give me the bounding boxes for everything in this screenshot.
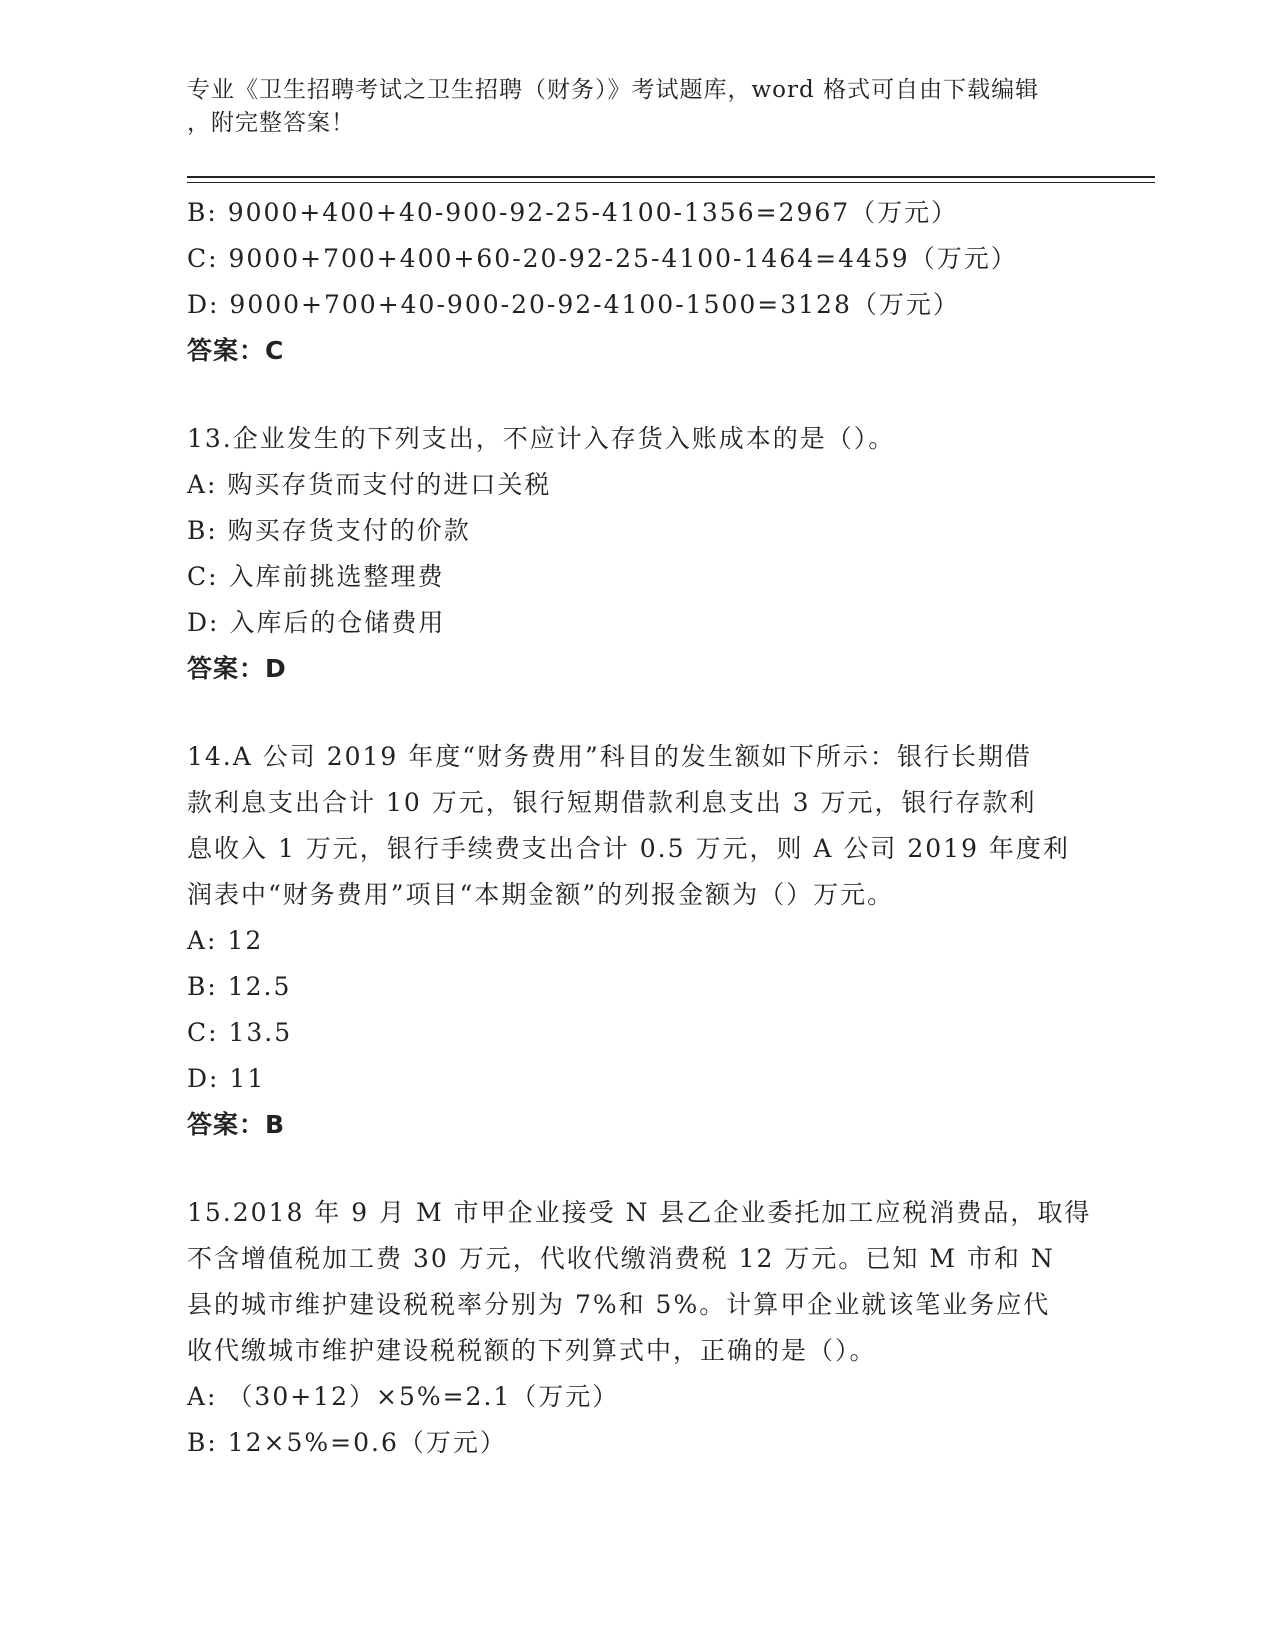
header-rule-thin	[187, 182, 1155, 183]
question-13	[187, 416, 1087, 692]
document-header	[187, 74, 1067, 140]
spacer	[187, 692, 1087, 734]
q14-option-a: A: 12	[187, 926, 264, 955]
q12-answer: 答案：C	[187, 336, 285, 365]
q15-option-b: B: 12×5%=0.6（万元）	[187, 1428, 507, 1457]
q14-stem-line-2: 款利息支出合计 10 万元，银行短期借款利息支出 3 万元，银行存款利	[187, 788, 1037, 817]
q13-option-d: D: 入库后的仓储费用	[187, 608, 446, 637]
q13-option-c: C: 入库前挑选整理费	[187, 562, 445, 591]
q12-option-b: B: 9000+400+40-900-92-25-4100-1356=2967（万元）	[187, 198, 959, 227]
q14-option-c: C: 13.5	[187, 1018, 293, 1047]
q13-stem: 13.企业发生的下列支出，不应计入存货入账成本的是（）。	[187, 424, 896, 453]
q13-option-a: A: 购买存货而支付的进口关税	[187, 470, 552, 499]
q15-stem-line-1: 15.2018 年 9 月 M 市甲企业接受 N 县乙企业委托加工应税消费品，取得	[187, 1198, 1092, 1227]
q14-stem-line-4: 润表中“财务费用”项目“本期金额”的列报金额为（）万元。	[187, 880, 895, 909]
header-line-1: 专业《卫生招聘考试之卫生招聘（财务）》考试题库，word 格式可自由下载编辑	[187, 77, 1040, 103]
header-line-2: ，附完整答案！	[187, 110, 355, 136]
q15-stem-line-3: 县的城市维护建设税税率分别为 7%和 5%。计算甲企业就该笔业务应代	[187, 1290, 1051, 1319]
document-body	[187, 190, 1092, 1466]
question-12-tail	[187, 190, 1087, 374]
q14-stem-line-3: 息收入 1 万元，银行手续费支出合计 0.5 万元，则 A 公司 2019 年度利	[187, 834, 1070, 863]
spacer	[187, 374, 1087, 416]
q13-answer: 答案：D	[187, 654, 287, 683]
question-14	[187, 734, 1087, 1148]
q14-option-d: D: 11	[187, 1064, 266, 1093]
header-rule-thick	[187, 176, 1155, 178]
q15-option-a: A: （30+12）×5%=2.1（万元）	[187, 1382, 620, 1411]
q12-option-d: D: 9000+700+40-900-20-92-4100-1500=3128（万元）	[187, 290, 960, 319]
q14-stem-line-1: 14.A 公司 2019 年度“财务费用”科目的发生额如下所示：银行长期借	[187, 742, 1032, 771]
q13-option-b: B: 购买存货支付的价款	[187, 516, 471, 545]
q15-stem-line-4: 收代缴城市维护建设税税额的下列算式中，正确的是（）。	[187, 1336, 877, 1365]
q15-stem-line-2: 不含增值税加工费 30 万元，代收代缴消费税 12 万元。已知 M 市和 N	[187, 1244, 1055, 1273]
q12-option-c: C: 9000+700+400+60-20-92-25-4100-1464=4459（万元）	[187, 244, 1018, 273]
question-15	[187, 1190, 1092, 1466]
spacer	[187, 1148, 1087, 1190]
q14-option-b: B: 12.5	[187, 972, 292, 1001]
q14-answer: 答案：B	[187, 1110, 286, 1139]
